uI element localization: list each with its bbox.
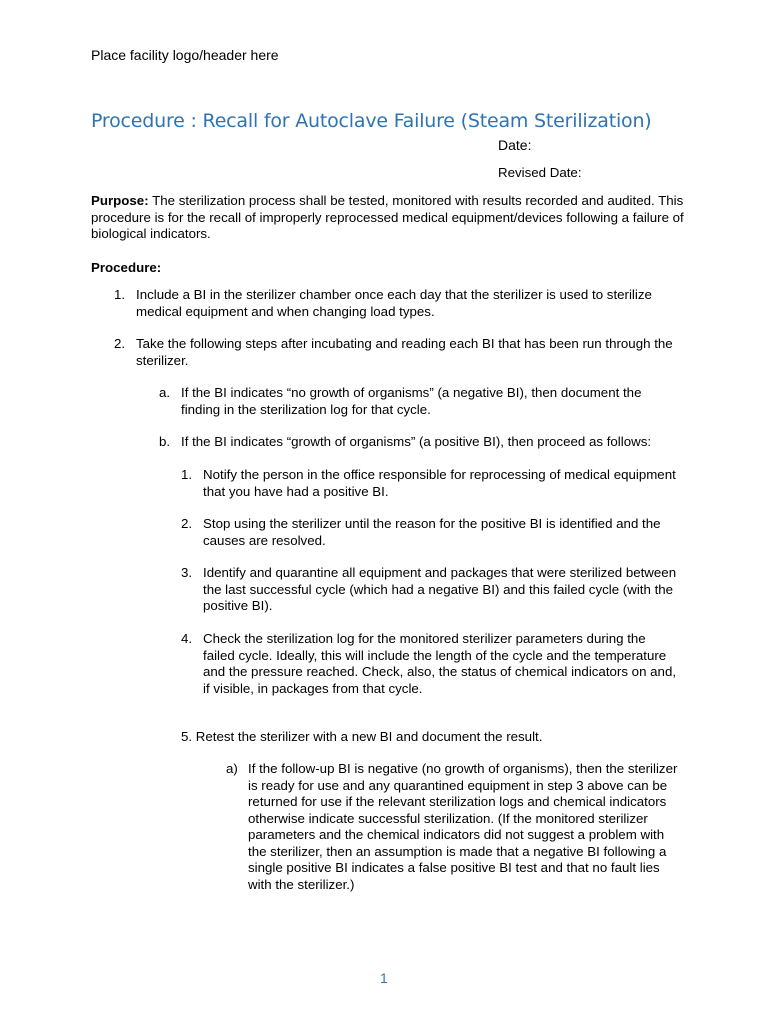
list-marker: 3. xyxy=(181,565,193,580)
purpose-label: Purpose: xyxy=(91,193,149,208)
list-marker: 1. xyxy=(114,287,126,302)
list-marker: b. xyxy=(159,434,171,449)
list-marker: a) xyxy=(226,761,238,776)
list-item-text: If the BI indicates “no growth of organisms” (a negative BI), then document the finding in the sterilization log for that cycle. xyxy=(181,385,642,417)
retest-step: 5. Retest the sterilizer with a new BI and document the result. xyxy=(181,729,543,744)
date-label: Date: xyxy=(498,137,532,153)
list-item-text: Notify the person in the office responsible for reprocessing of medical equipment that you have had a positive BI. xyxy=(203,467,676,499)
procedure-heading: Procedure: xyxy=(91,260,162,275)
purpose-paragraph xyxy=(91,193,691,243)
list-marker: 1. xyxy=(181,467,193,482)
page-number: 1 xyxy=(380,970,388,986)
list-item-text: Stop using the sterilizer until the reason for the positive BI is identified and the causes are resolved. xyxy=(203,516,661,548)
page-title: Procedure : Recall for Autoclave Failure (Steam Sterilization) xyxy=(91,110,652,132)
purpose-text: The sterilization process shall be tested, monitored with results recorded and audited. This procedure is for the recall of improperly reprocessed medical equipment/devices following a failure of biological indicators. xyxy=(91,193,684,241)
list-item-text: If the BI indicates “growth of organisms” (a positive BI), then proceed as follows: xyxy=(181,434,652,449)
list-marker: 2. xyxy=(181,516,193,531)
list-item-text: Identify and quarantine all equipment and packages that were sterilized between the last successful cycle (which had a negative BI) and this failed cycle (with the positive BI). xyxy=(203,565,677,613)
list-marker: 2. xyxy=(114,336,126,351)
list-item-text: Include a BI in the sterilizer chamber once each day that the sterilizer is used to sterilize medical equipment and when changing load types. xyxy=(136,287,652,319)
list-item-text: Check the sterilization log for the monitored sterilizer parameters during the failed cycle. Ideally, this will include the length of the cycle and the temperature and the pressure reached. Check, also, the status of chemical indicators on and, if visible, in packages from that cycle. xyxy=(203,631,677,696)
list-item-text: Take the following steps after incubating and reading each BI that has been run through the sterilizer. xyxy=(136,336,673,368)
header-placeholder: Place facility logo/header here xyxy=(91,47,279,63)
list-marker: 4. xyxy=(181,631,193,646)
list-item-text: If the follow-up BI is negative (no growth of organisms), then the sterilizer is ready for use and any quarantined equipment in step 3 above can be returned for use if the relevant sterilization logs and chemical indicators otherwise indicate successful sterilization. (If the monitored sterilizer parameters and the chemical indicators did not suggest a problem with the sterilizer, then an assumption is made that a negative BI following a single positive BI indicates a false positive BI test and that no fault lies with the sterilizer.) xyxy=(248,761,678,892)
list-marker: a. xyxy=(159,385,171,400)
revised-date-label: Revised Date: xyxy=(498,165,582,180)
